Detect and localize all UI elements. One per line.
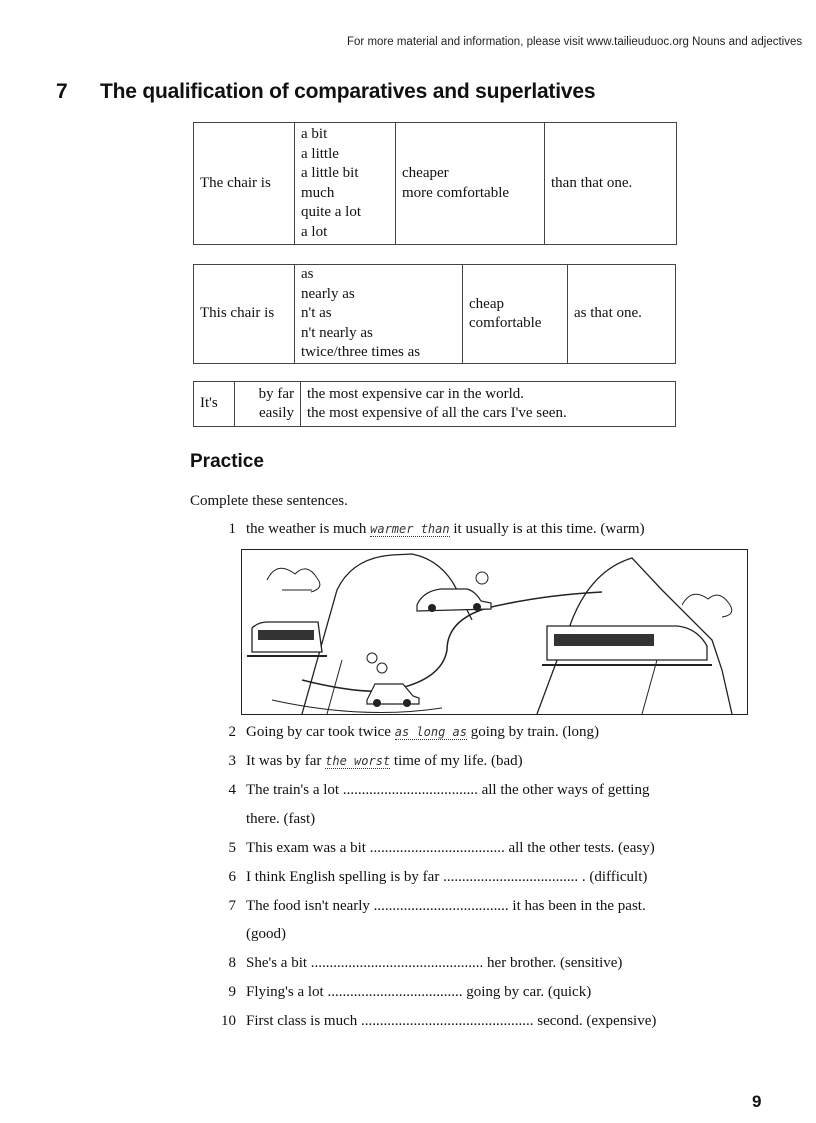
car-lower [367, 684, 419, 707]
exercise-item: 2 Going by car took twice as long as going by train. (long) [228, 724, 600, 740]
train-right [542, 626, 712, 665]
illustration-train-and-car [241, 549, 748, 715]
answer-blank[interactable]: .................................... [373, 898, 509, 914]
adjectives-cell: cheaper more comfortable [396, 123, 545, 245]
subject-cell: This chair is [194, 265, 295, 364]
adjectives-cell: cheap comfortable [463, 265, 568, 364]
answer-blank[interactable]: .................................... [369, 840, 505, 856]
answer-blank[interactable]: warmer than [370, 522, 450, 536]
exercise-item: 10 First class is much .............................................. second. (expensive) [221, 1013, 657, 1029]
header-note: For more material and information, please visit www.tailieuduoc.org Nouns and adjectives [347, 36, 803, 48]
equatives-table [193, 264, 676, 364]
phrases-cell: the most expensive car in the world. the most expensive of all the cars I've seen. [301, 382, 676, 427]
exercise-item: 4 The train's a lot .................................... all the other ways of getting [228, 782, 650, 798]
answer-blank[interactable]: .............................................. [361, 1013, 534, 1029]
exercise-item: 1 the weather is much warmer than it usually is at this time. (warm) [228, 521, 645, 537]
superlatives-table [193, 381, 676, 427]
answer-blank[interactable]: .................................... [443, 869, 579, 885]
answer-blank[interactable]: .................................... [342, 782, 478, 798]
answer-blank[interactable]: .............................................. [310, 955, 484, 971]
tail-cell: than that one. [545, 123, 677, 245]
answer-blank[interactable]: as long as [394, 725, 467, 739]
exercise-continuation: there. (fast) [246, 811, 316, 827]
qualifiers-cell: by far easily [235, 382, 301, 427]
section-title: The qualification of comparatives and superlatives [100, 80, 596, 103]
exercise-item: 6 I think English spelling is by far .................................... . (difficult) [228, 869, 648, 885]
car-upper [417, 589, 491, 612]
exercise-item: 3 It was by far the worst time of my life. (bad) [228, 753, 523, 769]
answer-blank[interactable]: the worst [325, 754, 391, 768]
page-number: 9 [752, 1092, 762, 1111]
subject-cell: The chair is [194, 123, 295, 245]
tail-cell: as that one. [568, 265, 676, 364]
qualifiers-cell: a bit a little a little bit much quite a lot a lot [295, 123, 396, 245]
answer-blank[interactable]: .................................... [327, 984, 463, 1000]
subject-cell: It's [194, 382, 235, 427]
exercise-item: 5 This exam was a bit .................................... all the other tests. (easy) [228, 840, 655, 856]
qualifiers-cell: as nearly as n't as n't nearly as twice/three times as [295, 265, 463, 364]
exercise-item: 8 She's a bit .............................................. her brother. (sensitive) [228, 955, 623, 971]
section-number: 7 [56, 80, 68, 103]
instruction: Complete these sentences. [190, 493, 348, 509]
exercise-continuation: (good) [246, 926, 286, 942]
practice-heading: Practice [190, 451, 264, 472]
exercise-item: 9 Flying's a lot .................................... going by car. (quick) [228, 984, 592, 1000]
exercise-item: 7 The food isn't nearly .................................... it has been in the past. [228, 898, 646, 914]
train-left [247, 622, 327, 656]
comparatives-table [193, 122, 677, 245]
